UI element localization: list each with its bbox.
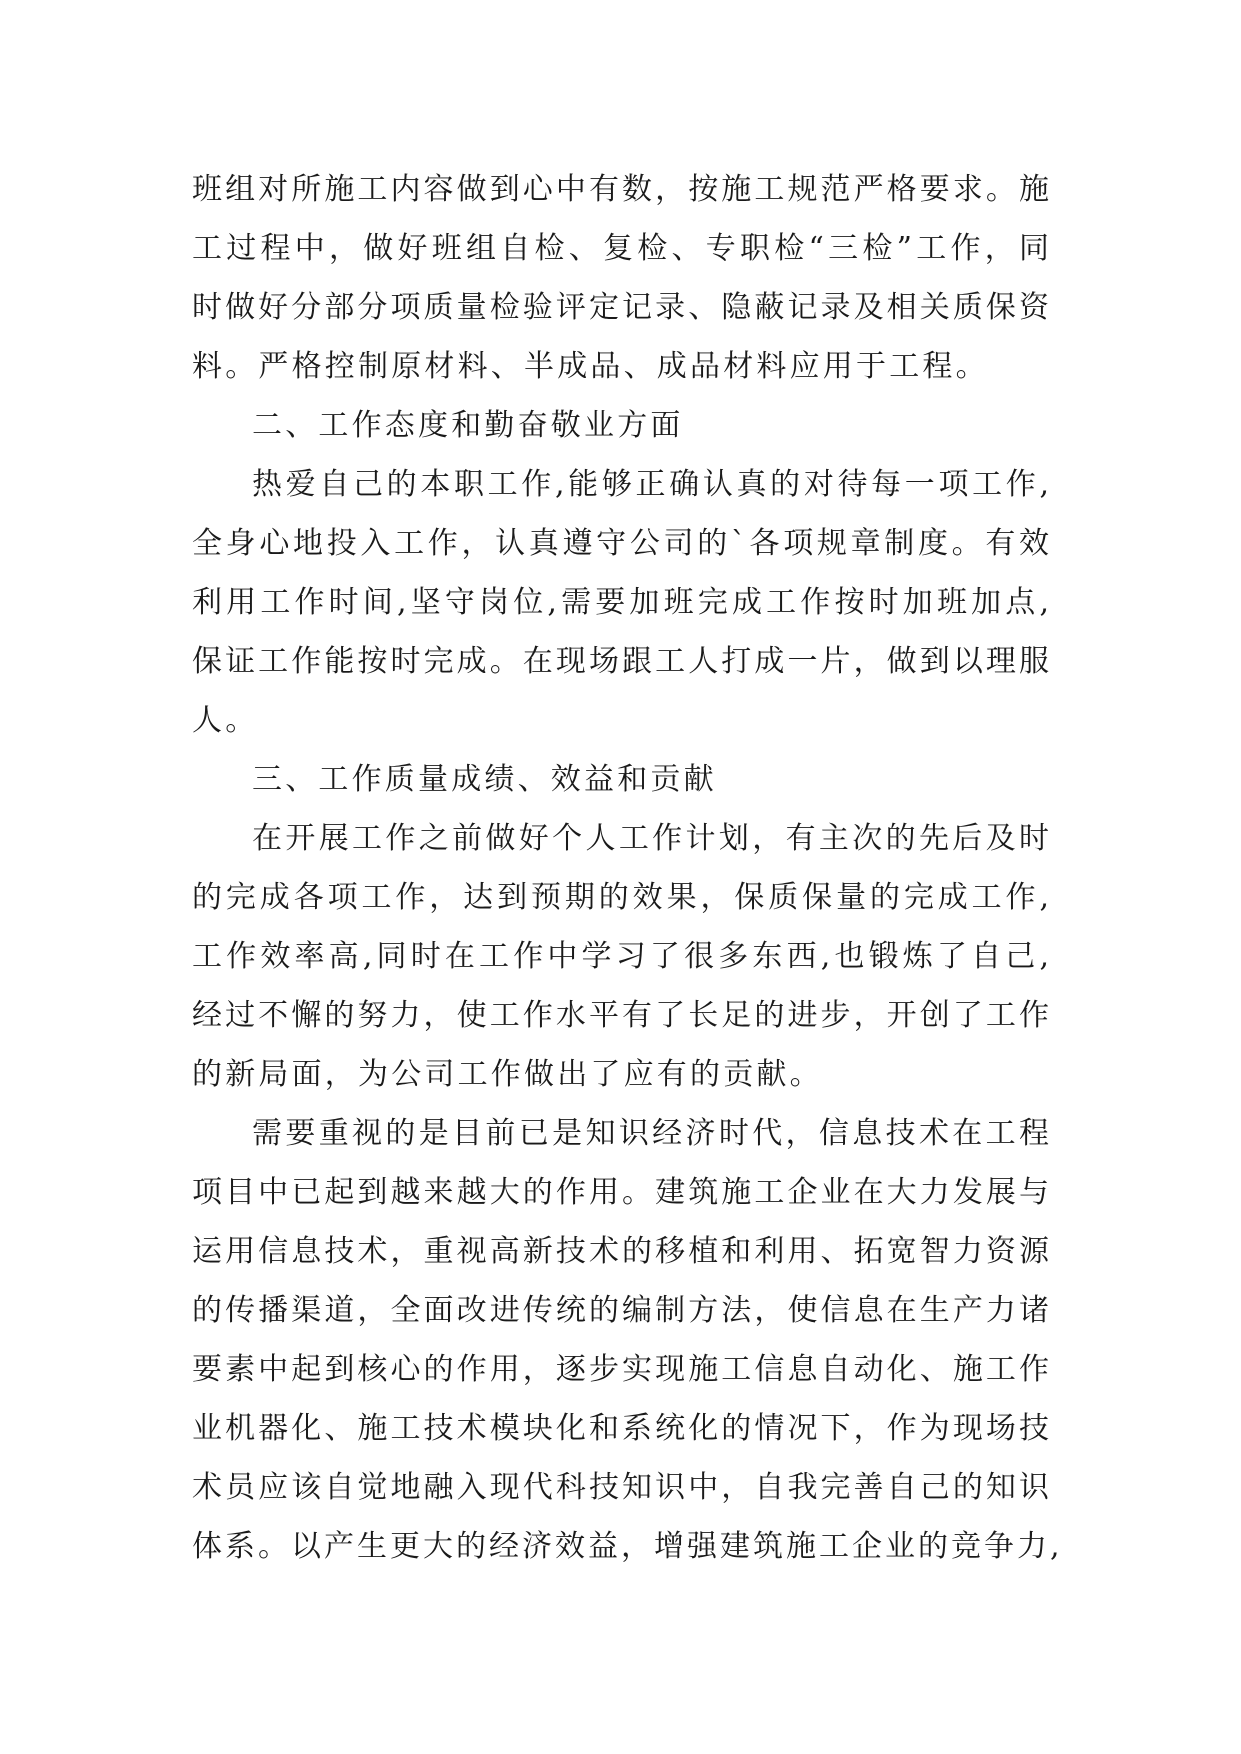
text-line: 工作效率高,同时在工作中学习了很多东西,也锻炼了自己, [192, 939, 1052, 974]
text-line: 利用工作时间,坚守岗位,需要加班完成工作按时加班加点, [192, 585, 1052, 620]
text-line: 班组对所施工内容做到心中有数，按施工规范严格要求。施 [192, 172, 1052, 207]
paragraph-4 [192, 1104, 1063, 1576]
text-line: 全身心地投入工作，认真遵守公司的`各项规章制度。有效 [192, 526, 1052, 561]
text-line: 在开展工作之前做好个人工作计划，有主次的先后及时 [252, 821, 1052, 856]
text-line: 热爱自己的本职工作,能够正确认真的对待每一项工作, [252, 467, 1052, 502]
text-line: 保证工作能按时完成。在现场跟工人打成一片，做到以理服 [192, 644, 1052, 679]
paragraph-2 [192, 455, 1052, 750]
text-line: 业机器化、施工技术模块化和系统化的情况下，作为现场技 [192, 1411, 1052, 1446]
text-line: 时做好分部分项质量检验评定记录、隐蔽记录及相关质保资 [192, 290, 1052, 325]
text-line: 经过不懈的努力，使工作水平有了长足的进步，开创了工作 [192, 998, 1052, 1033]
document-page [192, 160, 1063, 1576]
text-line: 的新局面，为公司工作做出了应有的贡献。 [192, 1057, 823, 1092]
text-line: 工过程中，做好班组自检、复检、专职检“三检”工作，同 [192, 231, 1052, 266]
text-line: 体系。以产生更大的经济效益，增强建筑施工企业的竞争力, [192, 1529, 1063, 1564]
text-line: 要素中起到核心的作用，逐步实现施工信息自动化、施工作 [192, 1352, 1052, 1387]
text-line: 的传播渠道，全面改进传统的编制方法，使信息在生产力诸 [192, 1293, 1052, 1328]
text-line: 术员应该自觉地融入现代科技知识中，自我完善自己的知识 [192, 1470, 1052, 1505]
text-line: 人。 [192, 703, 259, 738]
paragraph-1 [192, 160, 1052, 396]
text-line: 需要重视的是目前已是知识经济时代，信息技术在工程 [252, 1116, 1052, 1151]
section-heading-3: 三、工作质量成绩、效益和贡献 [252, 762, 717, 797]
text-line: 的完成各项工作，达到预期的效果，保质保量的完成工作, [192, 880, 1052, 915]
text-line: 项目中已起到越来越大的作用。建筑施工企业在大力发展与 [192, 1175, 1052, 1210]
text-line: 料。严格控制原材料、半成品、成品材料应用于工程。 [192, 349, 989, 384]
section-heading-2: 二、工作态度和勤奋敬业方面 [252, 408, 684, 443]
paragraph-3 [192, 809, 1052, 1104]
text-line: 运用信息技术，重视高新技术的移植和利用、拓宽智力资源 [192, 1234, 1052, 1269]
